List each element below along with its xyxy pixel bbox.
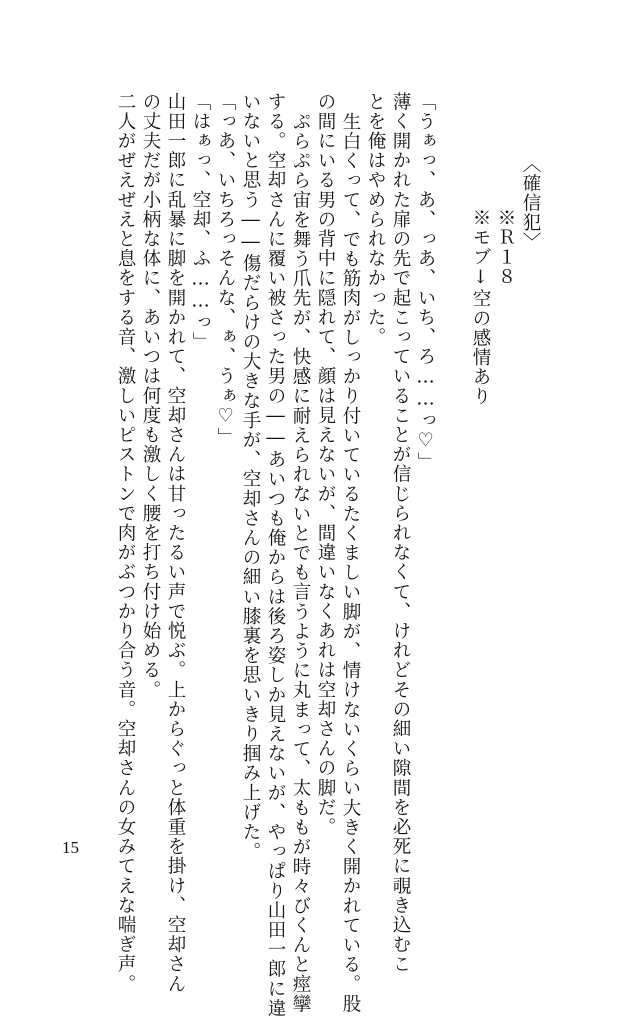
body-line: 二人がぜえぜえと息をする音、激しいピストンで肉がぶつかり合う音。空却さんの女みてえな喘ぎ声。 [115, 92, 136, 994]
chapter-title: 〈確信犯〉 [520, 154, 541, 252]
body-line: 山田一郎に乱暴に脚を開かれて、空却さんは甘ったるい声で悦ぶ。上からぐっと体重を掛け、空却さん [165, 92, 186, 994]
body-line: 「うぁっ、あ、っあ、いち、ろ……っ♡」 [415, 92, 436, 472]
body-line: の間にいる男の背中に隠れて、顔は見えないが、間違いなくあれは空却さんの脚だ。 [315, 92, 336, 837]
body-line: 薄く開かれた扉の先で起こっていることが信じられなくて、けれどその細い隙間を必死に覗き込むこ [390, 92, 411, 974]
rating-note: ※Ｒ１８ [495, 208, 516, 287]
body-line: とを俺はやめられなかった。 [365, 92, 386, 347]
content-note: ※モブ↓空の感情あり [470, 208, 491, 407]
page-number: 15 [62, 838, 79, 857]
body-line: の丈夫だが小柄な体に、あいつは何度も激しく腰を打ち付け始める。 [140, 92, 161, 700]
body-line: いないと思う――傷だらけの大きな手が、空却さんの細い膝裏を思いきり掴み上げた。 [240, 92, 261, 862]
body-line: 「はぁっ、空却、ふ……っ」 [190, 92, 211, 352]
body-line: 生白くって、でも筋肉がしっかり付いているたくましい脚が、情けないくらい大きく開かれている。股 [340, 112, 361, 1014]
body-line: ぷらぷら宙を舞う爪先が、快感に耐えられないとでも言うように丸まって、太ももが時々びくんと痙攣 [290, 112, 311, 1014]
body-line: 「っあ、いちろっそんな、ぁ、うぁ♡」 [215, 92, 236, 448]
body-line: する。空却さんに覆い被さった男の――あいつも俺からは後ろ姿しか見えないが、やっぱり山田一郎に違 [265, 92, 286, 1018]
